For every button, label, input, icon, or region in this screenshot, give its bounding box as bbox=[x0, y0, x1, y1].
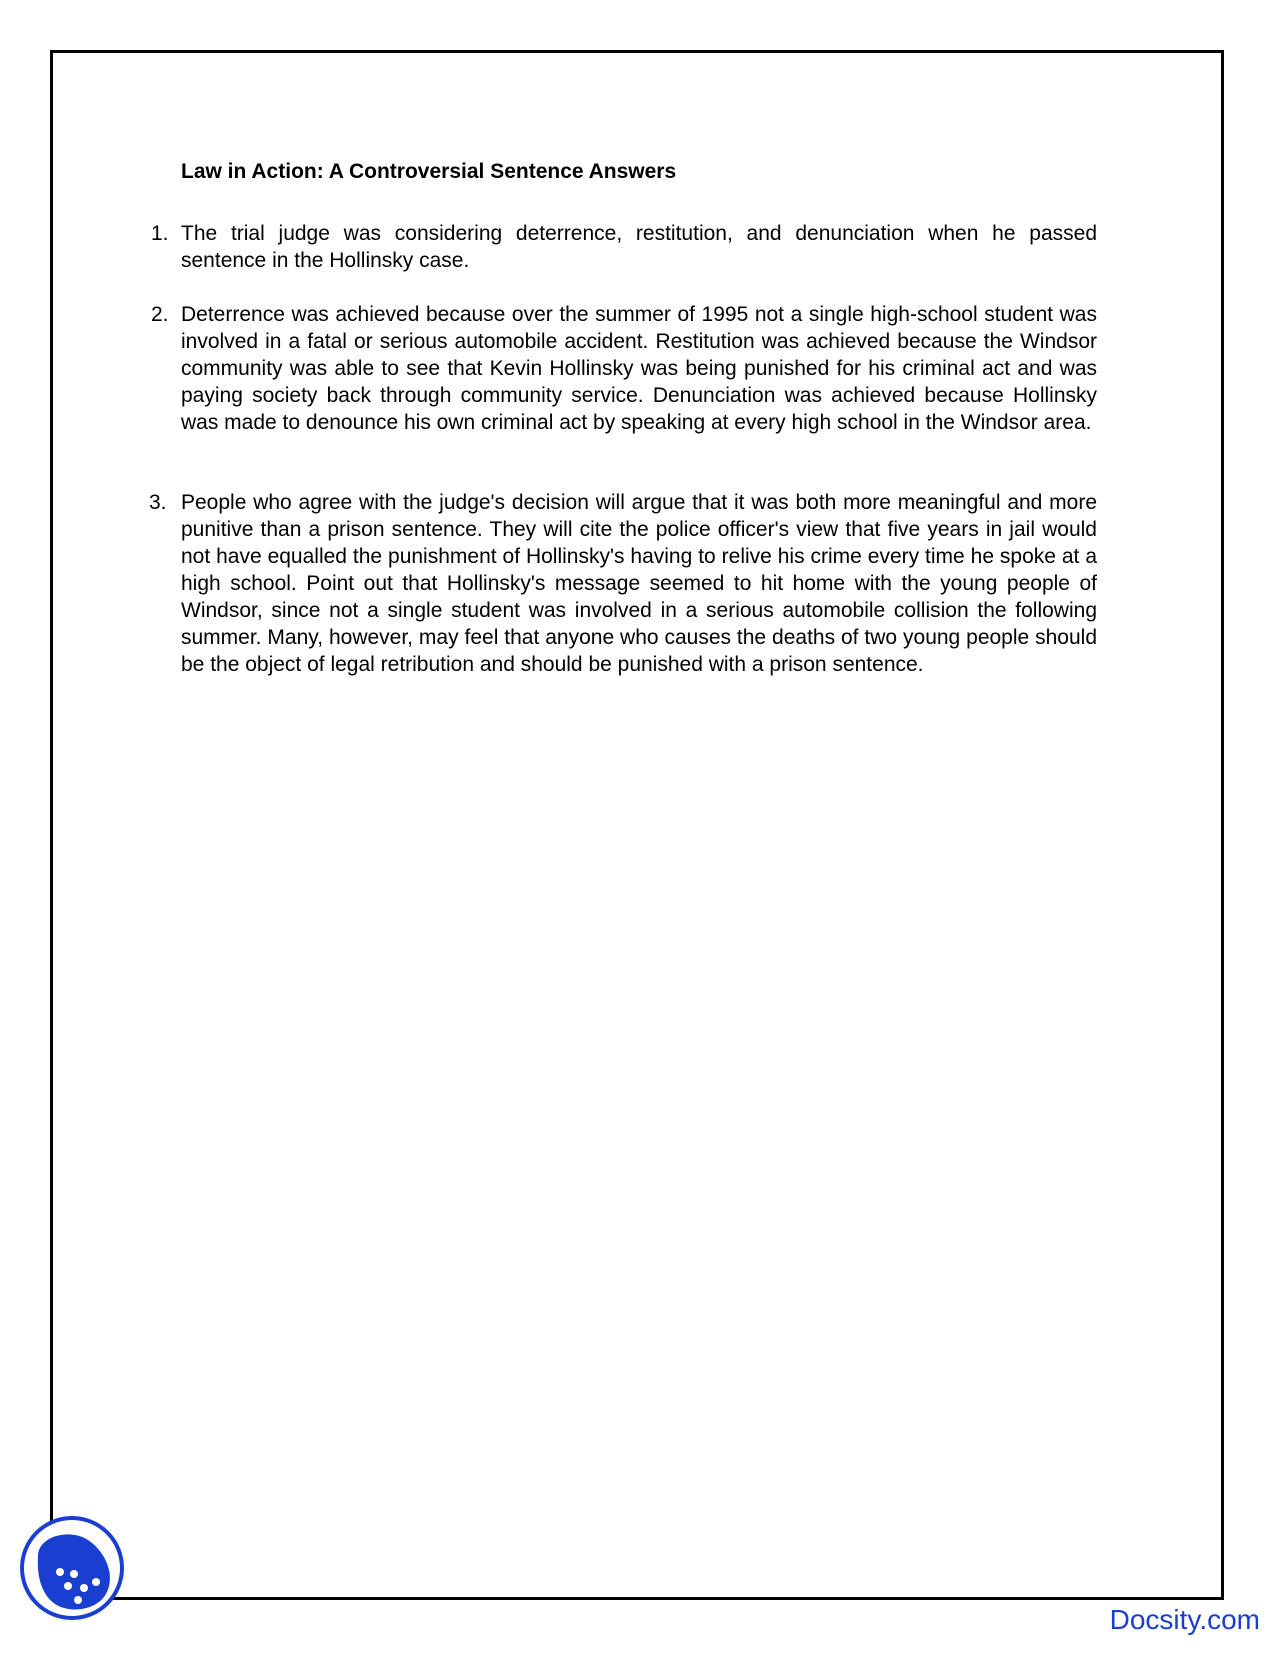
answer-item-2 bbox=[151, 301, 1097, 436]
page-frame bbox=[50, 50, 1224, 1600]
answer-text: The trial judge was considering deterrence, restitution, and denunciation when he passed sentence in the Hollinsky case. bbox=[181, 222, 1097, 272]
answer-text: Deterrence was achieved because over the summer of 1995 not a single high-school student was involved in a fatal or serious automobile accident. Restitution was achieved because the Windsor community was able to see that Kevin Hollinsky was being punished for his criminal act and was paying society back through community service. Denunciation was achieved because Hollinsky was made to denounce his own criminal act by speaking at every high school in the Windsor area. bbox=[181, 303, 1097, 434]
answer-number: 3. bbox=[149, 491, 167, 514]
answer-item-1 bbox=[151, 220, 1097, 274]
answer-item-3 bbox=[149, 489, 1097, 678]
answer-number: 2. bbox=[151, 303, 169, 326]
docsity-brand-link[interactable]: Docsity.com bbox=[1109, 1604, 1260, 1635]
answer-number: 1. bbox=[151, 222, 169, 245]
docsity-logo-icon bbox=[20, 1516, 132, 1628]
answer-text: People who agree with the judge's decision will argue that it was both more meaningful and more punitive than a prison sentence. They will cite the police officer's view that five years in jail would not have equalled the punishment of Hollinsky's having to relive his crime every time he spoke at a high school. Point out that Hollinsky's message seemed to hit home with the young people of Windsor, since not a single student was involved in a serious automobile collision the following summer. Many, however, may feel that anyone who causes the deaths of two young people should be the object of legal retribution and should be punished with a prison sentence. bbox=[181, 491, 1097, 676]
document-title: Law in Action: A Controversial Sentence Answers bbox=[181, 160, 677, 183]
